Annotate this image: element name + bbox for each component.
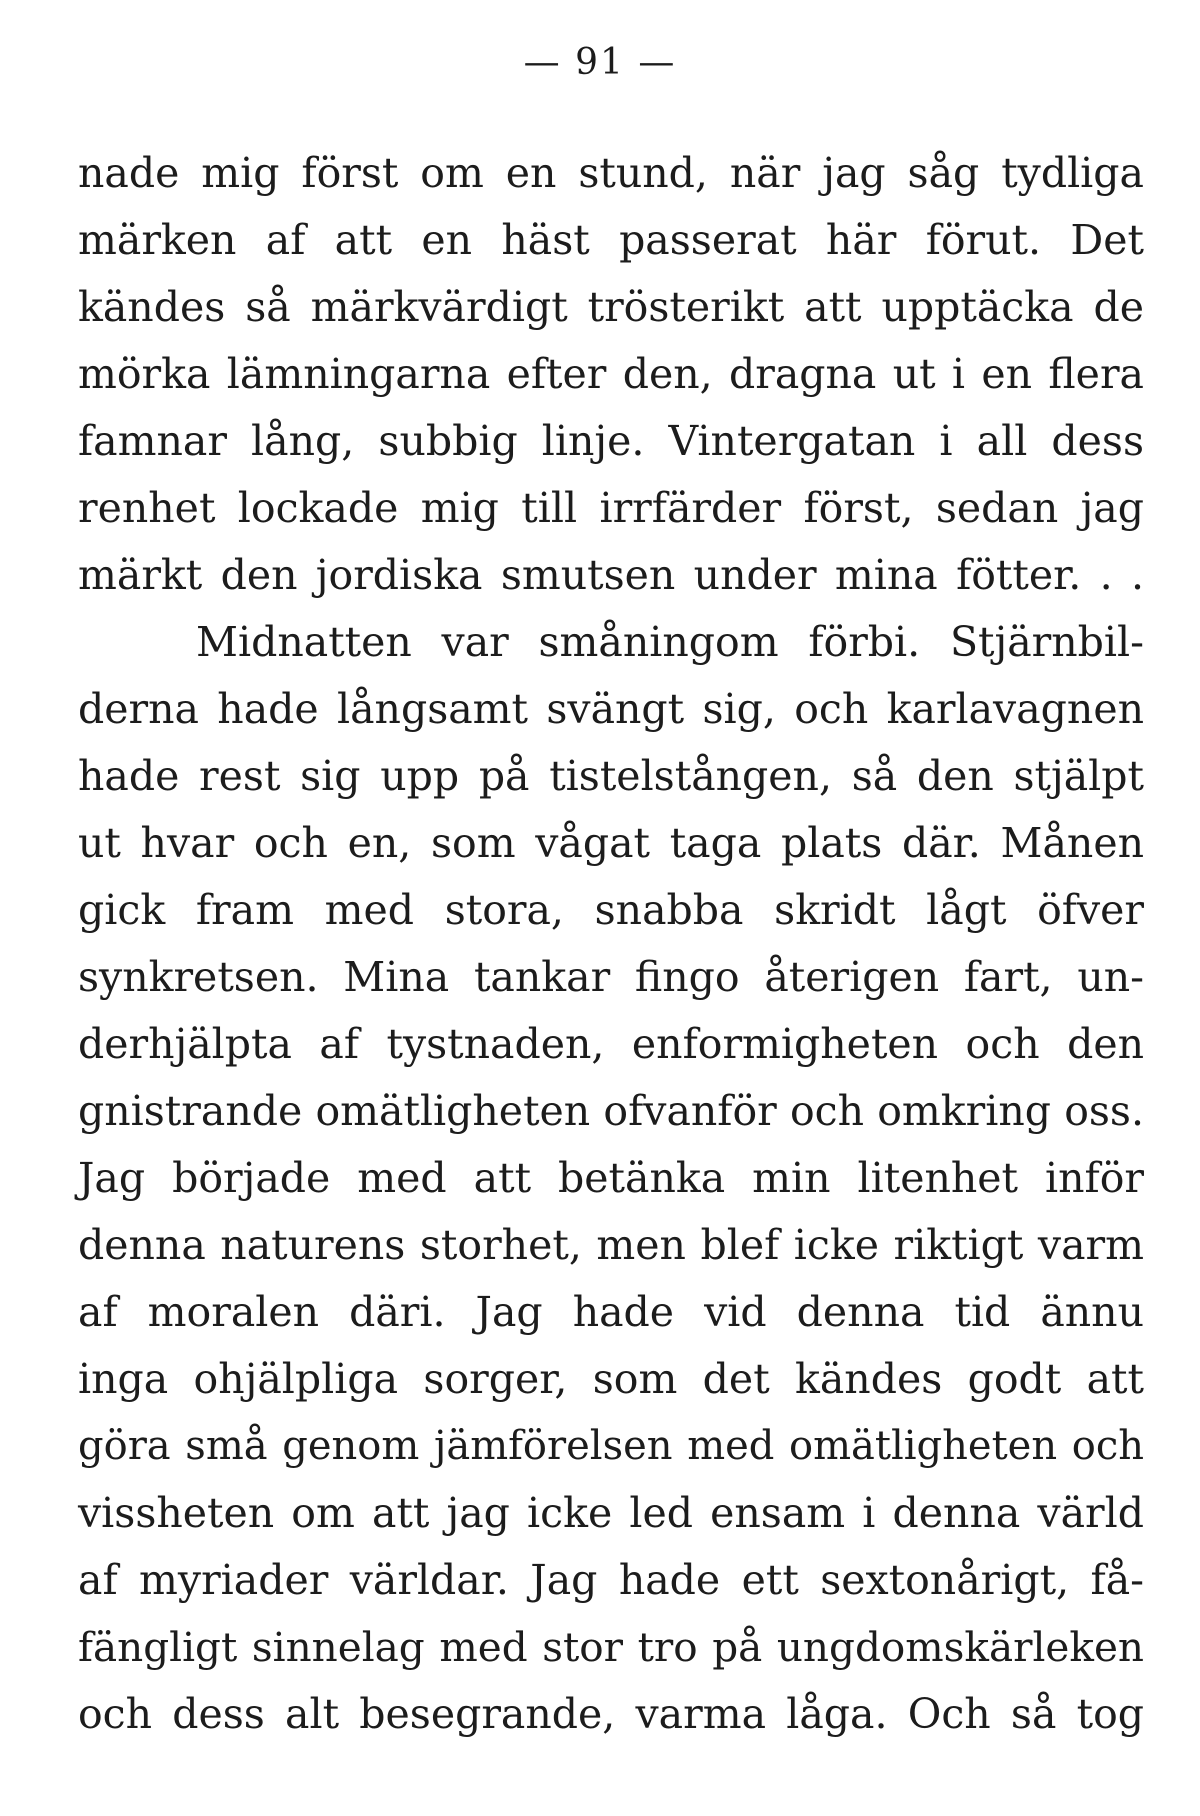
text-line: mörka lämningarna efter den, dragna ut i en flera	[78, 350, 1144, 398]
text-line: märkt den jordiska smutsen under mina fötter. . .	[78, 551, 1144, 599]
body-text	[78, 140, 1144, 1748]
text-line: gick fram med stora, snabba skridt lågt öfver	[78, 886, 1144, 934]
text-line: inga ohjälpliga sorger, som det kändes godt att	[78, 1355, 1144, 1403]
text-line: derhjälpta af tystnaden, enformigheten och den	[78, 1020, 1144, 1068]
text-line: hade rest sig upp på tistelstången, så den stjälpt	[78, 752, 1144, 800]
text-line: gnistrande omätligheten ofvanför och omkring oss.	[78, 1087, 1144, 1135]
text-line: derna hade långsamt svängt sig, och karlavagnen	[78, 685, 1144, 733]
text-line: nade mig först om en stund, när jag såg tydliga	[78, 149, 1144, 197]
text-line: ut hvar och en, som vågat taga plats där. Månen	[78, 819, 1144, 867]
text-line: Jag började med att betänka min litenhet inför	[78, 1154, 1144, 1202]
text-line: fängligt sinnelag med stor tro på ungdomskärleken	[78, 1623, 1144, 1671]
page-number: — 91 —	[523, 42, 677, 83]
text-line: af moralen däri. Jag hade vid denna tid ännu	[78, 1288, 1144, 1336]
text-line: kändes så märkvärdigt trösterikt att upptäcka de	[78, 283, 1144, 331]
text-line: märken af att en häst passerat här förut. Det	[78, 216, 1144, 264]
text-line: göra små genom jämförelsen med omätligheten och	[78, 1423, 1144, 1469]
text-line: famnar lång, subbig linje. Vintergatan i all dess	[78, 417, 1144, 465]
text-line: synkretsen. Mina tankar fingo återigen fart, un-	[78, 953, 1144, 1001]
text-line: vissheten om att jag icke led ensam i denna värld	[78, 1489, 1144, 1537]
text-line: renhet lockade mig till irrfärder först, sedan jag	[78, 484, 1144, 532]
text-line: denna naturens storhet, men blef icke riktigt varm	[78, 1221, 1144, 1269]
text-line-paragraph-start: Midnatten var småningom förbi. Stjärnbil-	[196, 618, 1144, 666]
text-line: af myriader världar. Jag hade ett sextonårigt, få-	[78, 1556, 1144, 1604]
text-line: och dess alt besegrande, varma låga. Och så tog	[78, 1690, 1144, 1738]
